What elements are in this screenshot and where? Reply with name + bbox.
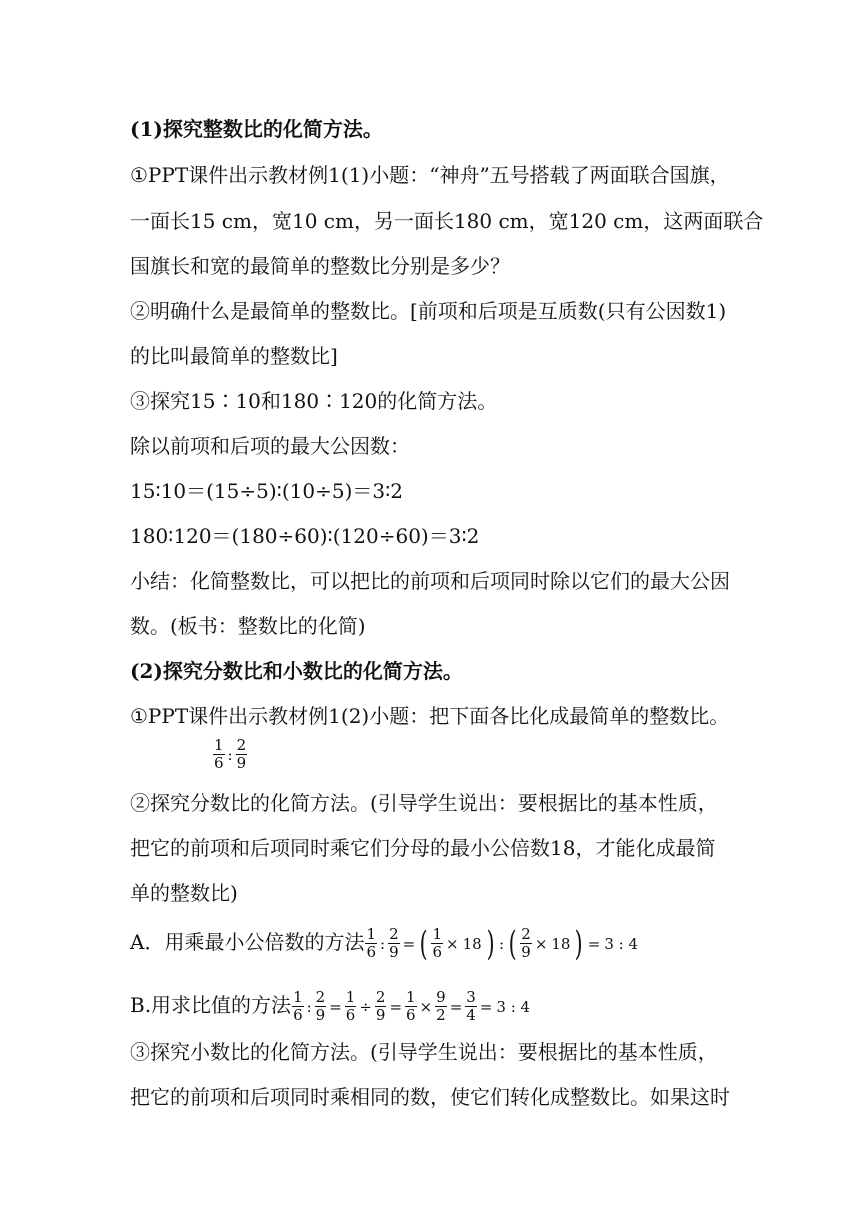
fraction: $\frac{2}{9}$ — [236, 736, 247, 772]
text-line: 单的整数比) — [130, 881, 238, 905]
equation-line: 180∶120＝(180÷60)∶(120÷60)＝3∶2 — [130, 524, 480, 548]
text-line: ③探究15∶10和180∶120的化简方法。 — [130, 389, 498, 413]
method-b-label: B.用求比值的方法 — [130, 993, 292, 1017]
text-line: 把它的前项和后项同时乘它们分母的最小公倍数18，才能化成最简 — [130, 836, 716, 860]
method-a-label: A．用乘最小公倍数的方法 — [130, 930, 365, 954]
method-b-formula: $\frac{1}{6}$ : $\frac{2}{9}$ = $\frac{1}{6}$ ÷ $\frac{2}{9}$ = $\frac{1}{6}$ × $\frac{9}{2}$ = $\frac{3}{4}$ = 3 : 4 — [293, 988, 531, 1024]
method-a-formula: $\frac{1}{6}$ : $\frac{2}{9}$ = ( $\frac{1}{6}$ × 18 ) : ( $\frac{2}{9}$ × 18 ) = 3 : 4 — [366, 923, 639, 964]
text-line: ②明确什么是最简单的整数比。[前项和后项是互质数(只有公因数1) — [130, 299, 727, 323]
text-line: 除以前项和后项的最大公因数： — [130, 434, 410, 458]
text-line: ①PPT课件出示教材例1(2)小题：把下面各比化成最简单的整数比。 — [130, 704, 730, 728]
equation-line: 15∶10＝(15÷5)∶(10÷5)＝3∶2 — [130, 479, 404, 503]
method-b-line — [130, 990, 532, 1023]
section-heading-2: (2)探究分数比和小数比的化简方法。 — [130, 659, 463, 683]
text-line: 小结：化简整数比，可以把比的前项和后项同时除以它们的最大公因 — [130, 569, 730, 593]
section-heading-1: (1)探究整数比的化简方法。 — [130, 117, 383, 141]
text-line: 国旗长和宽的最简单的整数比分别是多少？ — [130, 254, 510, 278]
fraction: $\frac{1}{6}$ — [214, 736, 224, 772]
fraction-ratio-example: $\frac{1}{6}$ : $\frac{2}{9}$ — [214, 736, 247, 772]
text-line: 的比叫最简单的整数比] — [130, 344, 338, 368]
text-line: ①PPT课件出示教材例1(1)小题：“神舟”五号搭载了两面联合国旗， — [130, 163, 730, 187]
text-line: 数。(板书：整数比的化简) — [130, 614, 366, 638]
method-a-line — [130, 923, 640, 964]
text-line: 一面长15 cm，宽10 cm，另一面长180 cm，宽120 cm，这两面联合 — [130, 209, 764, 233]
text-line: ③探究小数比的化简方法。(引导学生说出：要根据比的基本性质， — [130, 1040, 718, 1064]
text-line: ②探究分数比的化简方法。(引导学生说出：要根据比的基本性质， — [130, 791, 718, 815]
text-line: 把它的前项和后项同时乘相同的数，使它们转化成整数比。如果这时 — [130, 1085, 730, 1109]
